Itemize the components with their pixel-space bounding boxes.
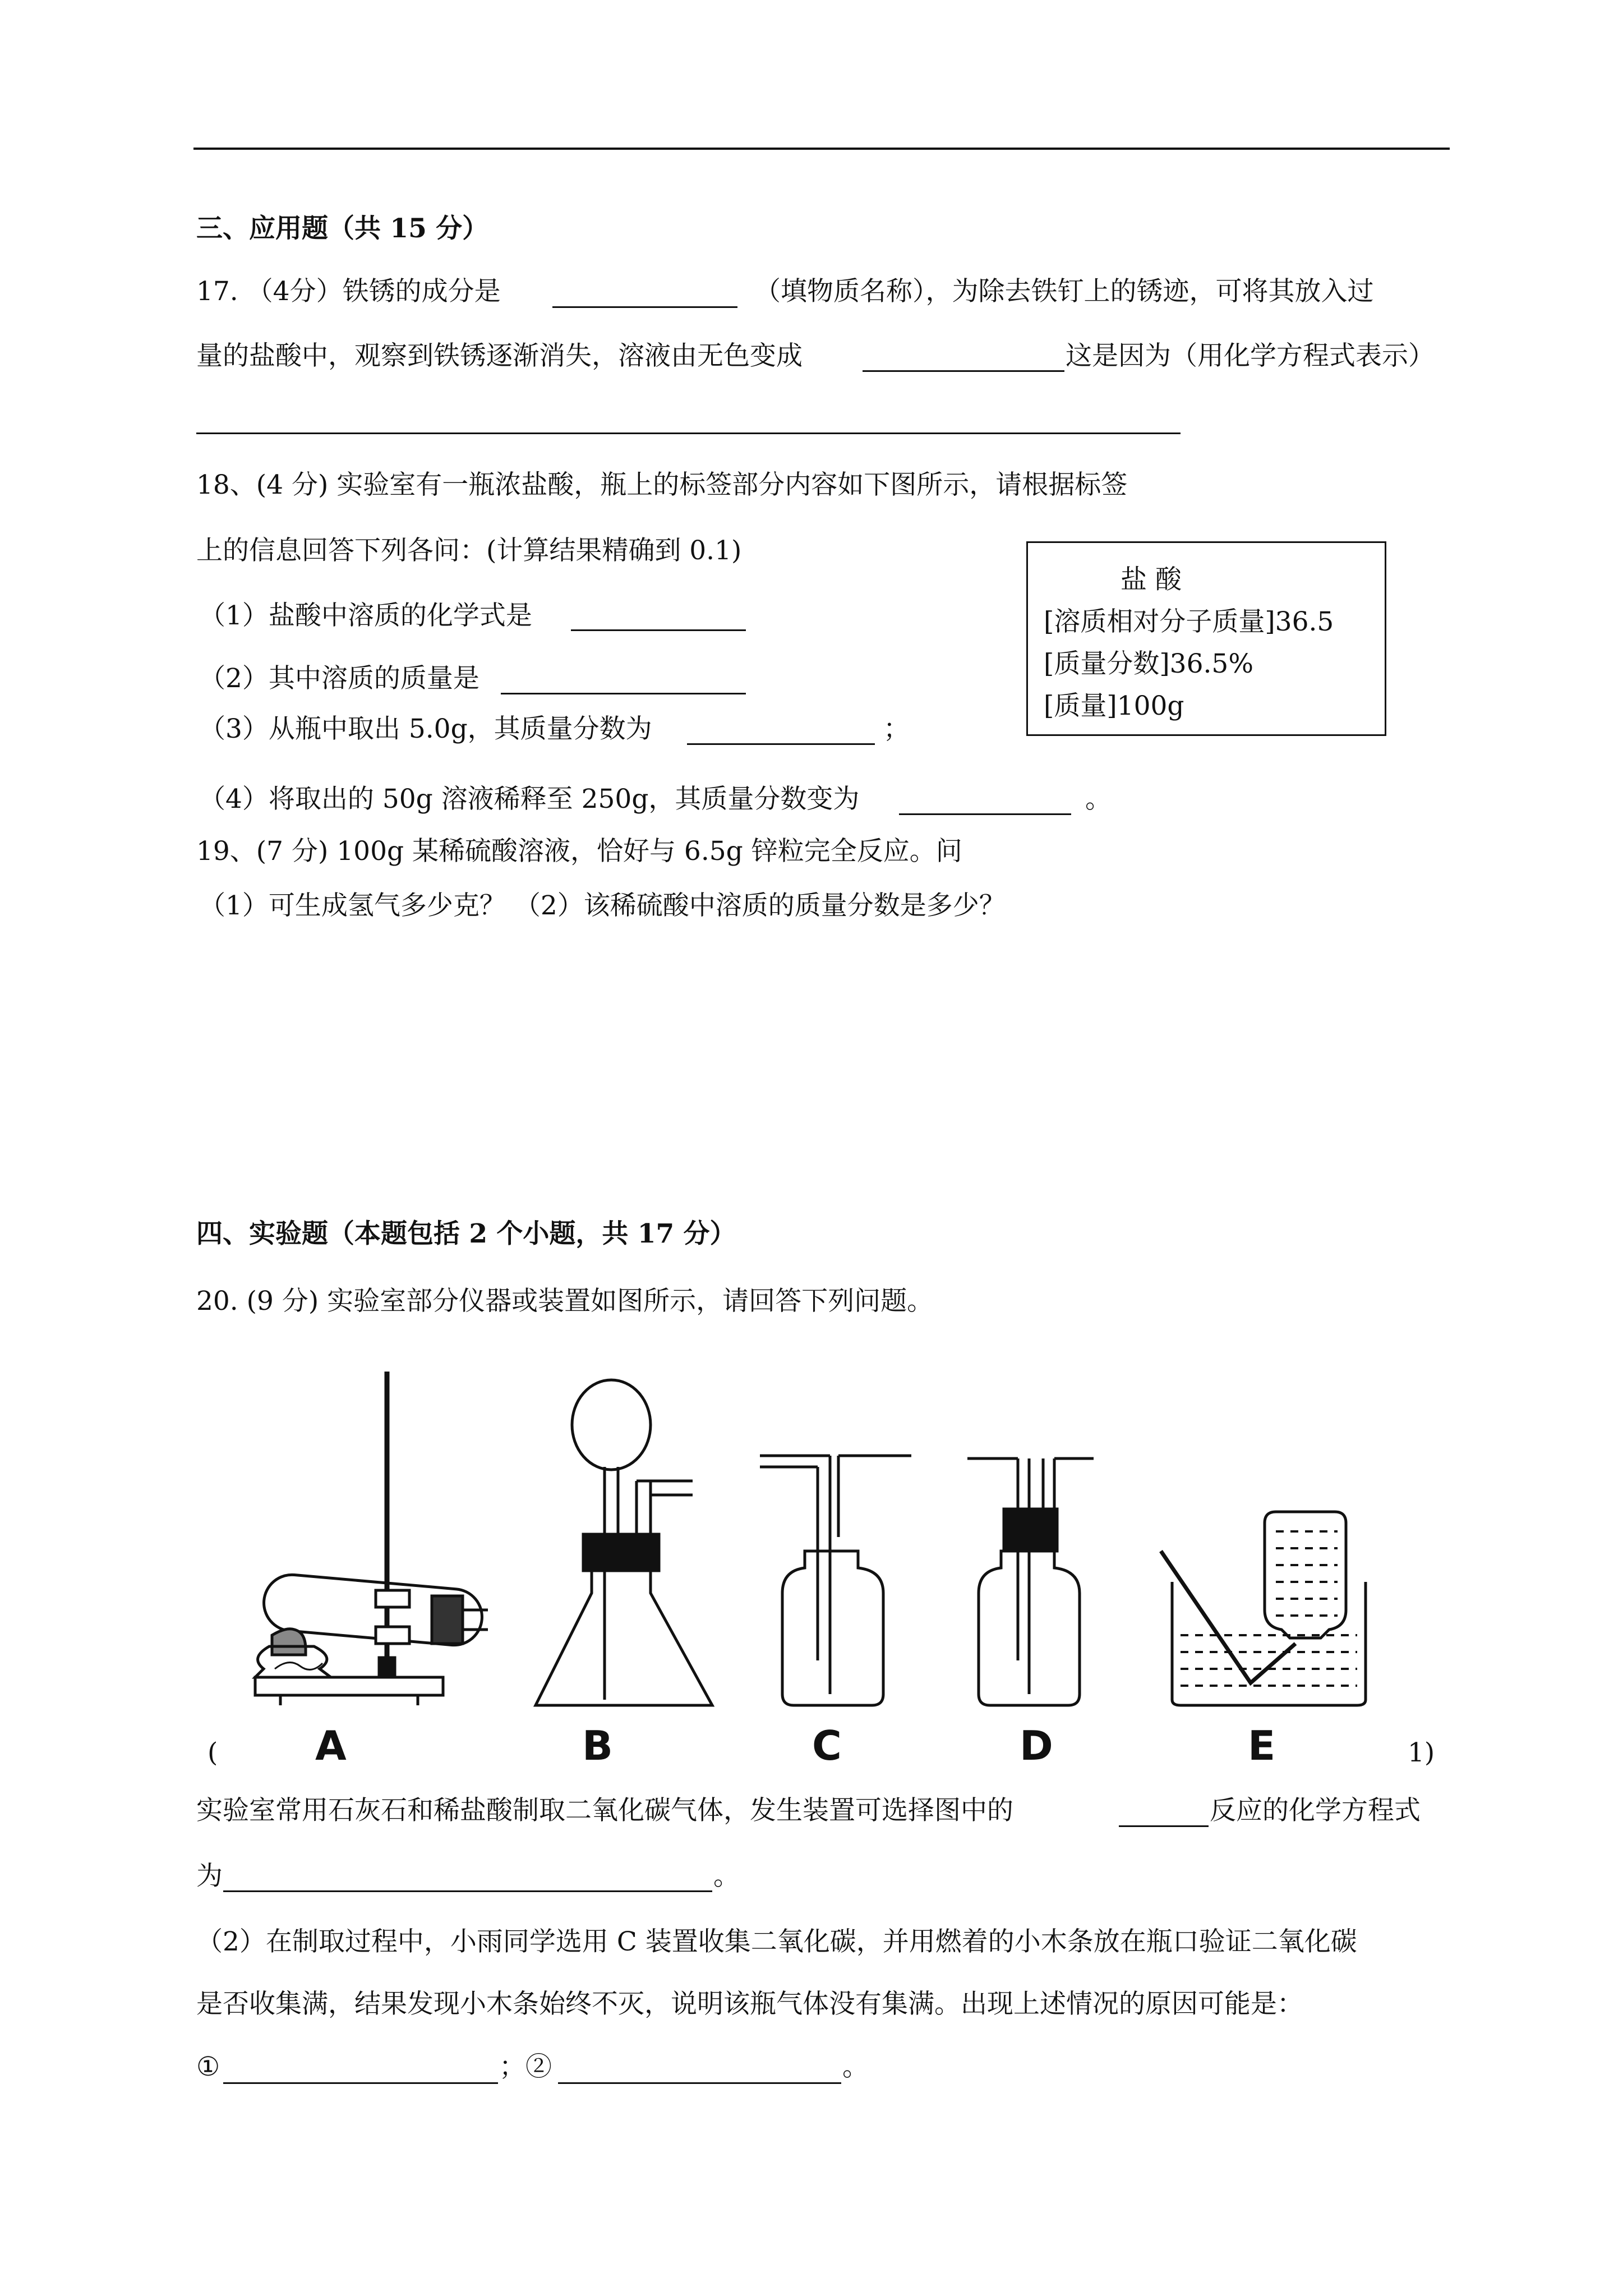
label-line-2: [质量分数]36.5% bbox=[1044, 648, 1253, 679]
q17-blank-3[interactable] bbox=[196, 432, 1181, 434]
apparatus-b bbox=[536, 1380, 712, 1705]
q18-blank-3[interactable] bbox=[687, 743, 875, 745]
q20-blank-2[interactable] bbox=[223, 1890, 712, 1892]
q18-blank-4[interactable] bbox=[899, 813, 1071, 815]
q17-line2-a: 量的盐酸中，观察到铁锈逐渐消失，溶液由无色变成 bbox=[196, 341, 803, 371]
q17-line1-a: 17. （4分）铁锈的成分是 bbox=[196, 276, 501, 307]
q18-sub1: （1）盐酸中溶质的化学式是 bbox=[199, 600, 532, 631]
figure-label-e: E bbox=[1248, 1722, 1276, 1769]
q20-blank-3[interactable] bbox=[223, 2082, 498, 2084]
q19-line2: （1）可生成氢气多少克？ （2）该稀硫酸中溶质的质量分数是多少？ bbox=[199, 890, 1006, 921]
q20-line-b-a: 为 bbox=[196, 1861, 223, 1892]
figure-label-a: A bbox=[315, 1722, 347, 1769]
q20-line-e1: ① bbox=[196, 2051, 220, 2082]
q18-blank-2[interactable] bbox=[501, 693, 746, 694]
figure-label-d: D bbox=[1020, 1722, 1053, 1769]
q20-blank-4[interactable] bbox=[558, 2082, 841, 2084]
apparatus-d bbox=[967, 1458, 1094, 1705]
q20-blank-1[interactable] bbox=[1119, 1825, 1209, 1827]
q18-line1: 18、(4 分) 实验室有一瓶浓盐酸，瓶上的标签部分内容如下图所示，请根据标签 bbox=[196, 470, 1128, 500]
q20-paren-right: 1) bbox=[1408, 1737, 1435, 1768]
q17-line2-b: 这是因为（用化学方程式表示） bbox=[1066, 341, 1435, 371]
top-rule bbox=[193, 148, 1450, 150]
q18-sub2: （2）其中溶质的质量是 bbox=[199, 663, 479, 694]
q18-line2: 上的信息回答下列各问：(计算结果精确到 0.1) bbox=[196, 535, 742, 566]
label-line-3: [质量]100g bbox=[1044, 691, 1184, 721]
section4-heading: 四、实验题（本题包括 2 个小题，共 17 分） bbox=[196, 1218, 736, 1249]
q17-blank-1[interactable] bbox=[552, 306, 737, 308]
q18-sub3-b: ； bbox=[883, 714, 910, 744]
q17-blank-2[interactable] bbox=[863, 370, 1064, 372]
q20-line-c: （2）在制取过程中，小雨同学选用 C 装置收集二氧化碳，并用燃着的小木条放在瓶口验证二氧化碳 bbox=[196, 1926, 1357, 1957]
hydrochloric-acid-label bbox=[1026, 541, 1386, 736]
apparatus-e bbox=[1161, 1512, 1366, 1705]
section3-heading: 三、应用题（共 15 分） bbox=[196, 213, 489, 244]
q18-sub3-a: （3）从瓶中取出 5.0g，其质量分数为 bbox=[199, 714, 652, 744]
q20-line-d: 是否收集满，结果发现小木条始终不灭，说明该瓶气体没有集满。出现上述情况的原因可能是： bbox=[196, 1989, 1303, 2019]
q18-blank-1[interactable] bbox=[571, 629, 746, 631]
figure-label-b: B bbox=[582, 1722, 613, 1769]
q18-sub4-a: （4）将取出的 50g 溶液稀释至 250g，其质量分数变为 bbox=[199, 784, 860, 815]
q20-line-e3: 。 bbox=[842, 2051, 869, 2082]
label-title: 盐 酸 bbox=[1121, 564, 1182, 595]
q20-paren-left: ( bbox=[208, 1737, 218, 1768]
label-line-1: [溶质相对分子质量]36.5 bbox=[1044, 606, 1334, 637]
figure-label-c: C bbox=[812, 1722, 842, 1769]
q20-line-e2: ；② bbox=[499, 2051, 552, 2082]
q20-line-a2: 反应的化学方程式 bbox=[1210, 1795, 1421, 1826]
q17-line1-b: （填物质名称），为除去铁钉上的锈迹，可将其放入过 bbox=[754, 276, 1374, 307]
q20-line-a: 实验室常用石灰石和稀盐酸制取二氧化碳气体，发生装置可选择图中的 bbox=[196, 1795, 1013, 1826]
apparatus-c bbox=[760, 1456, 911, 1705]
q18-sub4-b: 。 bbox=[1085, 784, 1112, 815]
q19-line1: 19、(7 分) 100g 某稀硫酸溶液，恰好与 6.5g 锌粒完全反应。问 bbox=[196, 836, 962, 867]
apparatus-a bbox=[255, 1372, 488, 1705]
q20-line1: 20. (9 分) 实验室部分仪器或装置如图所示，请回答下列问题。 bbox=[196, 1286, 934, 1317]
q20-line-b-b: 。 bbox=[713, 1861, 740, 1892]
